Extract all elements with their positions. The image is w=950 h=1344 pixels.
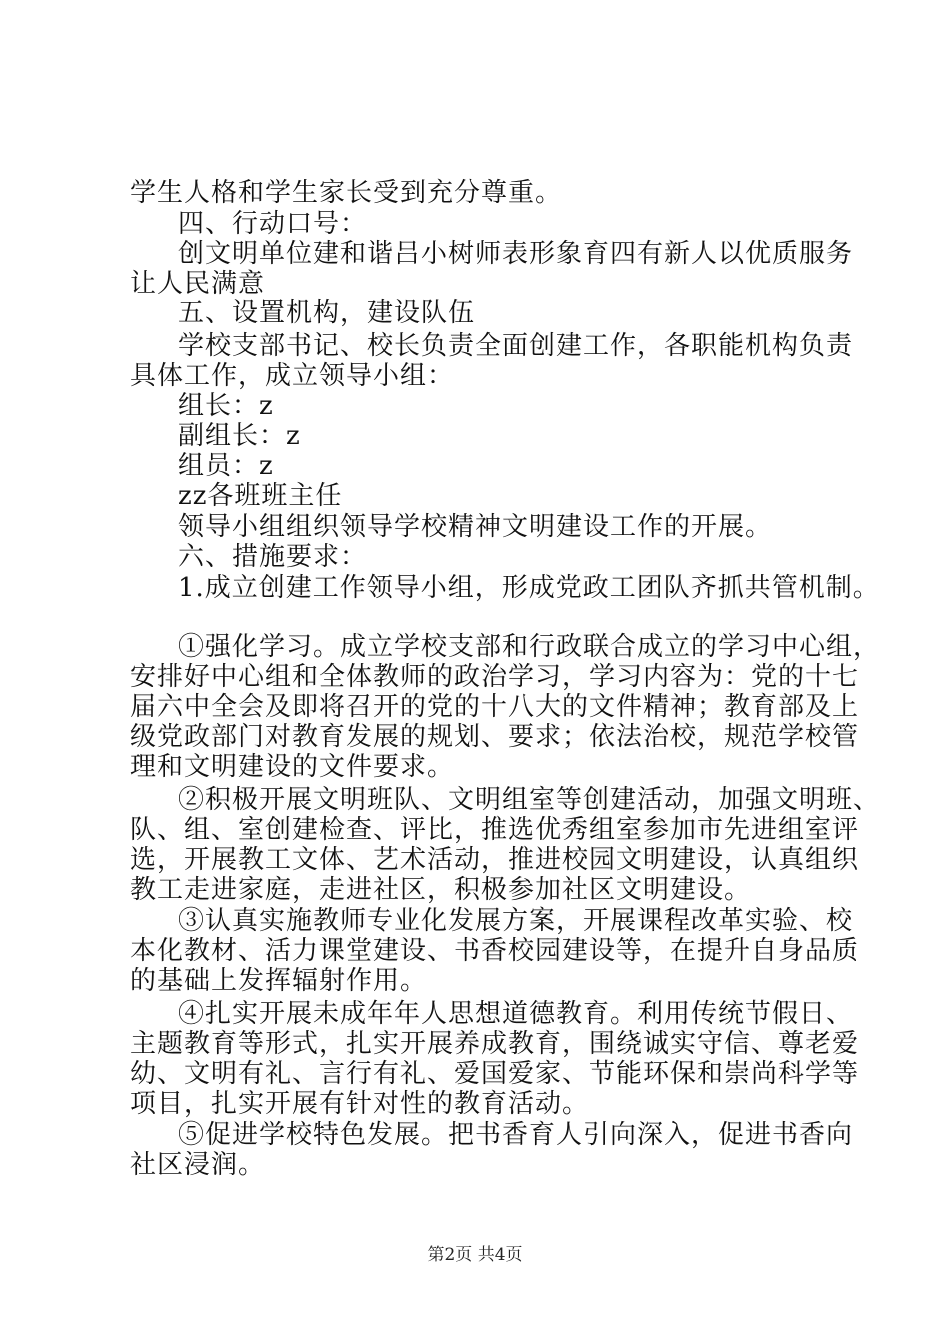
text-line: 学校支部书记、校长负责全面创建工作，各职能机构负责 <box>178 331 854 361</box>
text-line: 社区浸润。 <box>130 1150 266 1180</box>
text-line: 本化教材、活力课堂建设、书香校园建设等，在提升自身品质 <box>130 936 860 966</box>
text-line: ③认真实施教师专业化发展方案，开展课程改革实验、校 <box>178 906 854 936</box>
text-line: ①强化学习。成立学校支部和行政联合成立的学习中心组， <box>178 632 881 662</box>
text-line: 让人民满意 <box>130 269 266 299</box>
text-line: ④扎实开展未成年年人思想道德教育。利用传统节假日、 <box>178 999 854 1029</box>
text-line: 级党政部门对教育发展的规划、要求；依法治校，规范学校管 <box>130 722 860 752</box>
text-line: 学生人格和学生家长受到充分尊重。 <box>130 178 563 208</box>
text-line: 创文明单位建和谐吕小树师表形象育四有新人以优质服务 <box>178 239 854 269</box>
text-line: 具体工作，成立领导小组： <box>130 361 455 391</box>
text-line: 副组长：z <box>178 421 301 451</box>
text-line: 主题教育等形式，扎实开展养成教育，围绕诚实守信、尊老爱 <box>130 1029 860 1059</box>
section-heading: 五、设置机构，建设队伍 <box>178 298 476 328</box>
text-line: 届六中全会及即将召开的党的十八大的文件精神；教育部及上 <box>130 692 860 722</box>
text-line: 队、组、室创建检查、评比，推选优秀组室参加市先进组室评 <box>130 815 860 845</box>
text-line: 组长：z <box>178 391 274 421</box>
text-line: 理和文明建设的文件要求。 <box>130 752 455 782</box>
text-line: ⑤促进学校特色发展。把书香育人引向深入，促进书香向 <box>178 1120 854 1150</box>
page-number: 第2页 共4页 <box>427 1245 523 1265</box>
text-line: 组员：z <box>178 451 274 481</box>
text-line: ②积极开展文明班队、文明组室等创建活动，加强文明班、 <box>178 785 881 815</box>
text-line: zz各班班主任 <box>178 481 343 511</box>
section-heading: 六、措施要求： <box>178 542 368 572</box>
text-line: 的基础上发挥辐射作用。 <box>130 966 428 996</box>
text-line: 项目，扎实开展有针对性的教育活动。 <box>130 1089 590 1119</box>
text-line: 1.成立创建工作领导小组，形成党政工团队齐抓共管机制。 <box>178 573 880 603</box>
text-line: 幼、文明有礼、言行有礼、爱国爱家、节能环保和崇尚科学等 <box>130 1059 860 1089</box>
text-line: 安排好中心组和全体教师的政治学习，学习内容为：党的十七 <box>130 662 860 692</box>
text-line: 选，开展教工文体、艺术活动，推进校园文明建设，认真组织 <box>130 845 860 875</box>
text-line: 教工走进家庭，走进社区，积极参加社区文明建设。 <box>130 875 752 905</box>
text-line: 领导小组组织领导学校精神文明建设工作的开展。 <box>178 512 773 542</box>
section-heading: 四、行动口号： <box>178 209 368 239</box>
